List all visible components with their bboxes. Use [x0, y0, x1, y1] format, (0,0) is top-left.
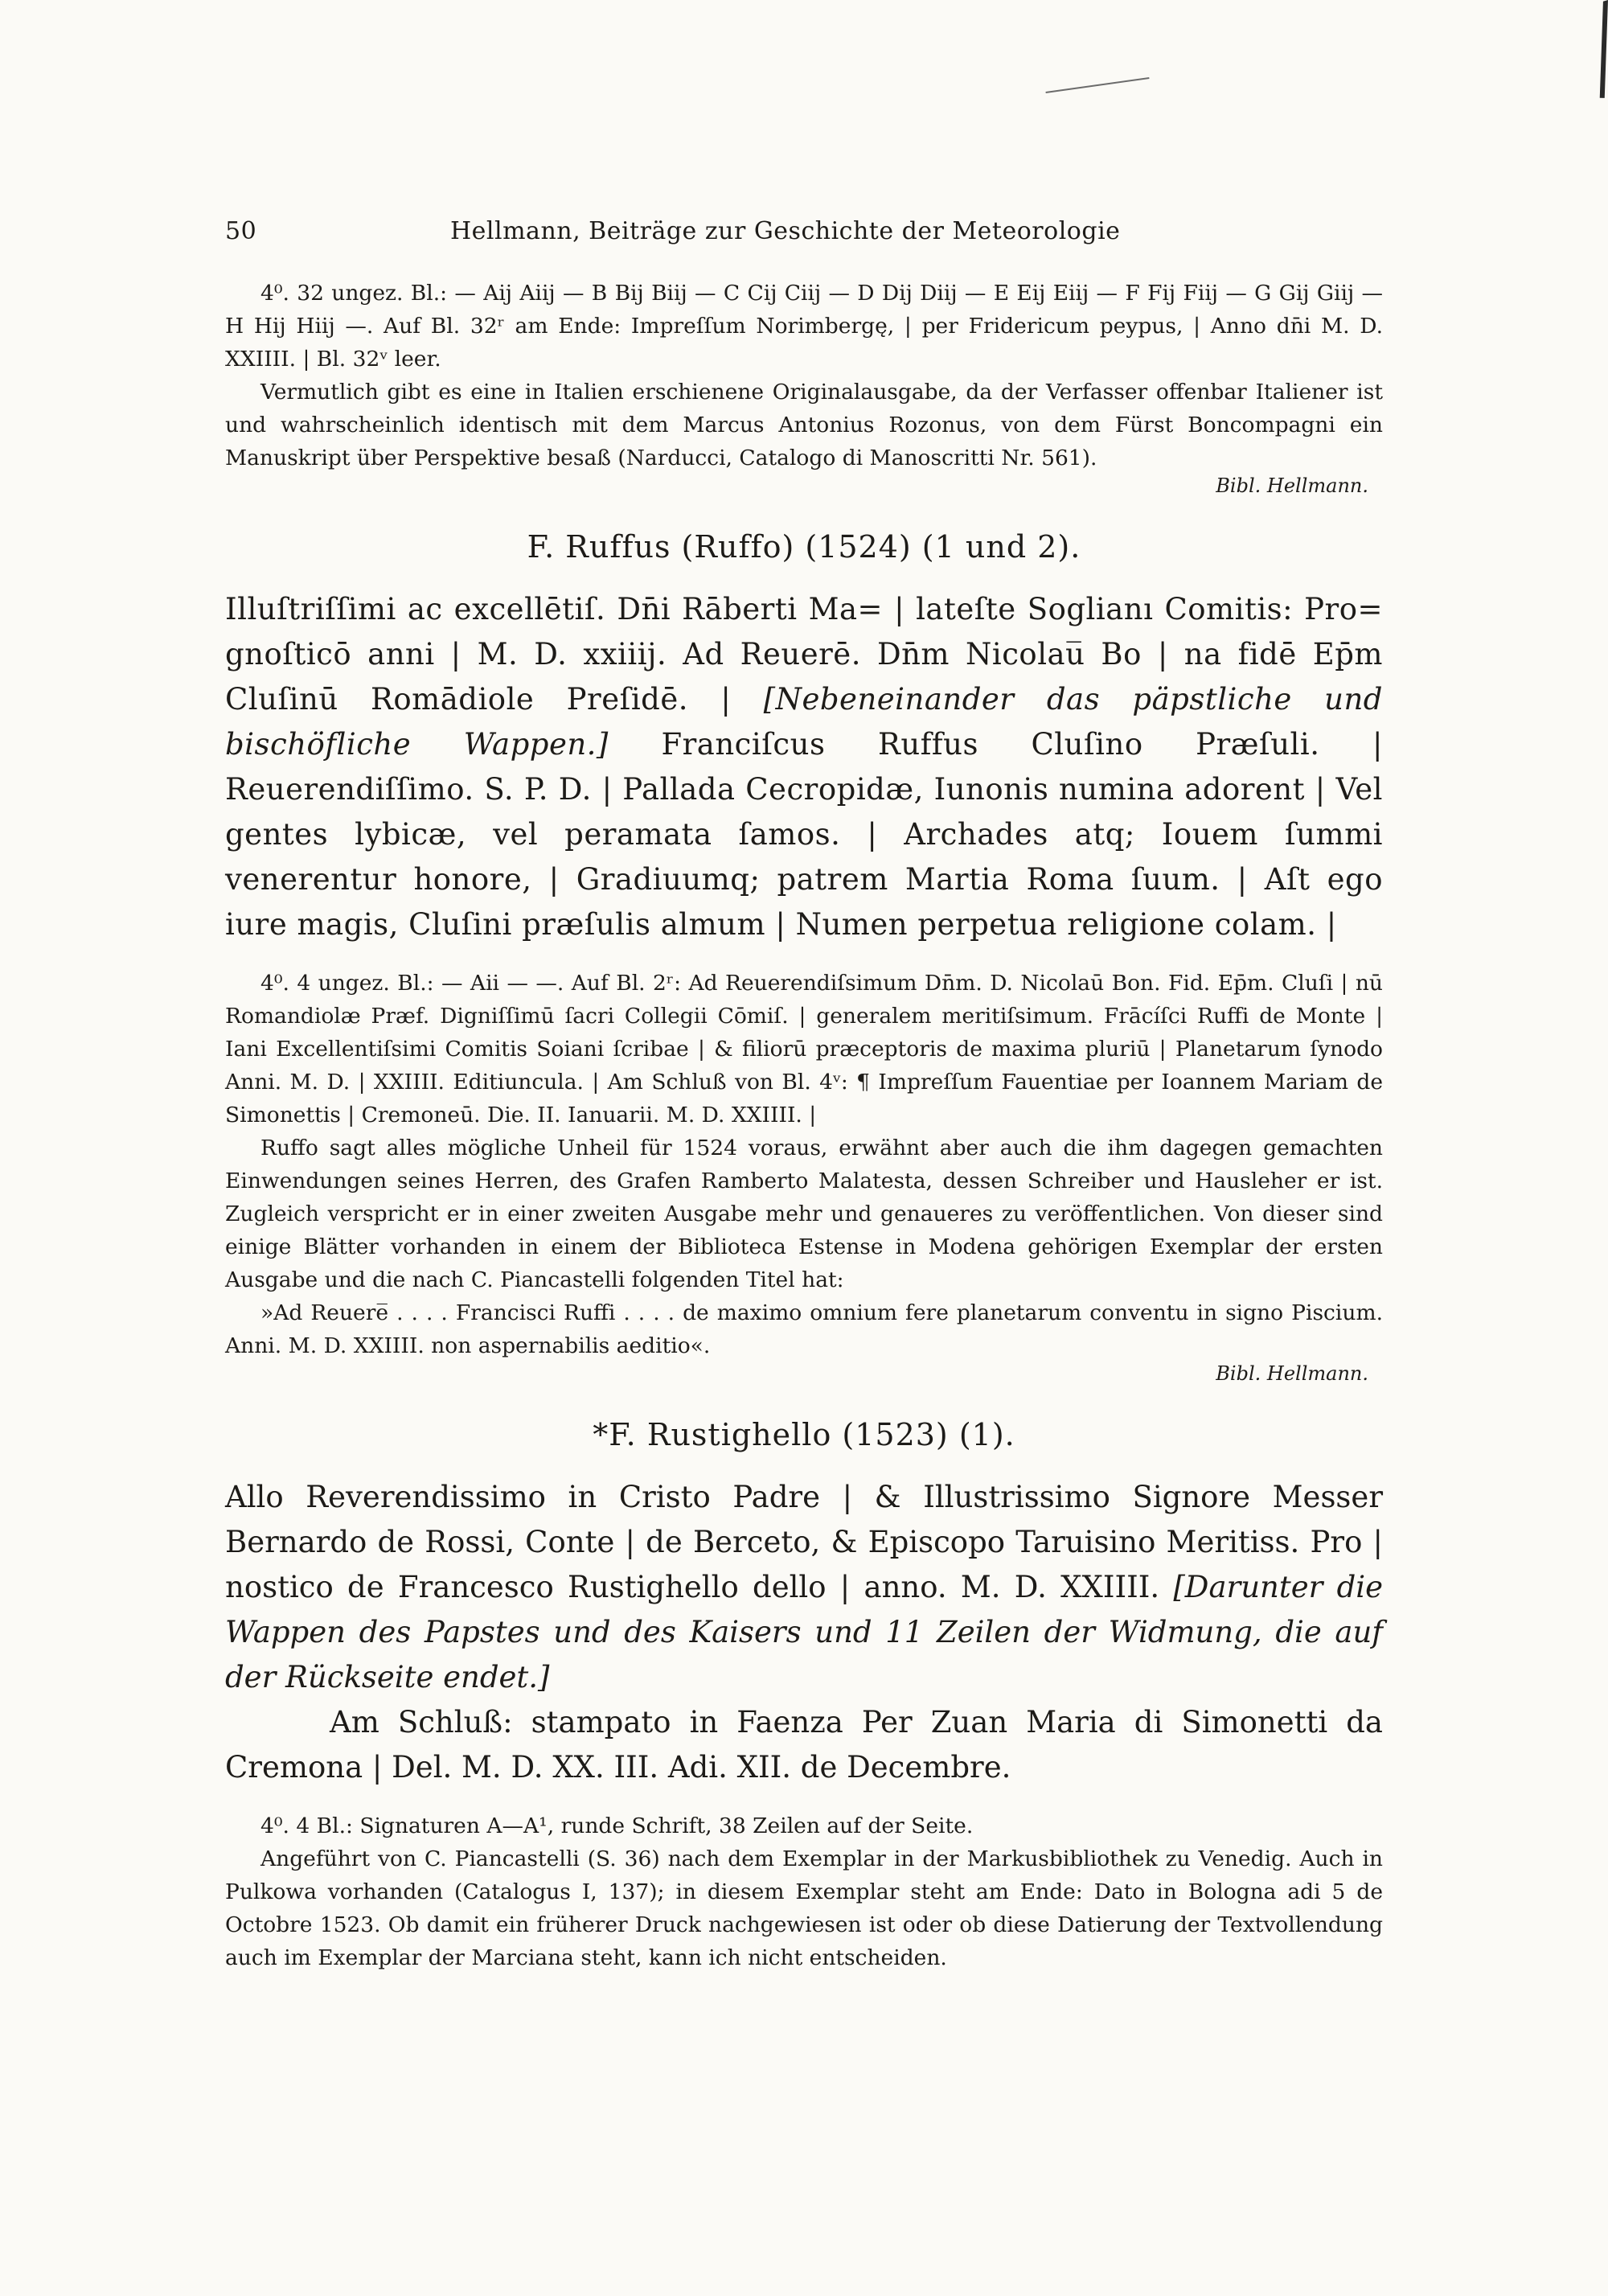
title-main: Allo Reverendissimo in Cristo Padre | & Illustrissimo Signore Messer Bernardo de Rossi, Conte | de Berceto, & Episcopo Taruisino Meritiss. Pro | nostico de Francesco Rustighello dello | anno. M. D. XXIIII. — [225, 1480, 1383, 1604]
title-blackletter-text: Illuſtriſſimi ac excellētiſ. Dn̄i Rāberti Ma= | lateſte Soglianı Comitis: Pro= gnoſticō anni | M. D. xxiiij. Ad Reuerē. Dn̄m Nicolau̅ Bo | na fidē Ep̄m Cluſinū Romādiole Preſidē. | — [225, 592, 1383, 717]
title-editorial-note: [Darunter die Wappen des Papstes und des Kaisers und 11 Zeilen der Widmung, die auf der Rückseite endet.] — [225, 1570, 1383, 1694]
collation-text: 4⁰. 4 Bl.: Signaturen A—A¹, runde Schrift, 38 Zeilen auf der Seite. — [260, 1813, 974, 1838]
entry-rustighello — [225, 1417, 1383, 1974]
title-text — [225, 1475, 1383, 1700]
page-number: 50 — [225, 217, 257, 245]
colophon-text: Am Schluß: stampato in Faenza Per Zuan Maria di Simonetti da Cremona | Del. M. D. XX. III. Adi. XII. de Decembre. — [225, 1705, 1383, 1785]
entry-ruffus — [225, 529, 1383, 1385]
running-head — [225, 217, 1383, 265]
entry-top — [225, 277, 1383, 497]
running-title: Hellmann, Beiträge zur Geschichte der Meteorologie — [450, 217, 1121, 245]
commentary-text: Ruffo sagt alles mögliche Unheil für 1524 voraus, erwähnt aber auch die ihm dagegen gemachten Einwendungen seines Herren, des Grafen Ramberto Malatesta, dessen Schreiber und Hausleher er ist. Zugleich verspricht er in einer zweiten Ausgabe mehr und genaueres zu veröffentlichen. Von dieser sind einige Blätter vorhanden in einem der Biblioteca Estense in Modena gehörigen Exemplar der ersten Ausgabe und die nach C. Piancastelli folgenden Titel hat: — [225, 1136, 1383, 1292]
collation-text: 4⁰. 32 ungez. Bl.: — Aij Aiij — B Bij Biij — C Cij Ciij — D Dij Diij — E Eij Eiij — F Fij Fiij — G Gij Giij — H Hij Hiij —. Auf Bl. 32ʳ am Ende: Impreſſum Norimbergę, | per Fridericum peypus, | Anno dn̄i M. D. XXIIII. | Bl. 32ᵛ leer. — [225, 281, 1383, 372]
commentary-text: Angeführt von C. Piancastelli (S. 36) nach dem Exemplar in der Markusbibliothek zu Venedig. Auch in Pulkowa vorhanden (Catalogus I, 137); in diesem Exemplar steht am Ende: Dato in Bologna adi 5 de Octobre 1523. Ob damit ein früherer Druck nachgewiesen ist oder ob diese Datierung der Textvollendung auch im Exemplar der Marciana steht, kann ich nicht entscheiden. — [225, 1846, 1383, 1970]
quote-text: »Ad Reuere̅ . . . . Francisci Ruffi . . . . de maximo omnium fere planetarum conventu in signo Piscium. Anni. M. D. XXIIII. non aspernabilis aeditio«. — [225, 1300, 1383, 1358]
title-latin-text: Franciſcus Ruffus Cluſino Præſuli. | Reuerendiſſimo. S. P. D. | Pallada Cecropidæ, Iunonis numina adorent | Vel gentes lybicæ, vel peramata ſamos. | Archades atq; Iouem ſummi venerentur honore, | Gradiuumq; patrem Martia Roma ſuum. | Aſt ego iure magis, Cluſini præſulis almum | Numen perpetua religione colam. | — [225, 727, 1383, 942]
library-note: Bibl. Hellmann. — [1216, 474, 1368, 497]
scan-artifact-line — [1045, 77, 1149, 93]
commentary-text: Vermutlich gibt es eine in Italien erschienene Originalausgabe, da der Verfasser offenbar Italiener ist und wahrscheinlich identisch mit dem Marcus Antonius Rozonus, von dem Fürst Boncompagni ein Manuskript über Perspektive besaß (Narducci, Catalogo di Manoscritti Nr. 561). — [225, 380, 1383, 470]
collation-text: 4⁰. 4 ungez. Bl.: — Aii — —. Auf Bl. 2ʳ: Ad Reuerendiſsimum Dn̄m. D. Nicolaū Bon. Fid. Ep̄m. Cluſi | nū Romandiolæ Præf. Digniſſimū ſacri Collegii Cōmiſ. | generalem meritiſsimum. Frācíſci Ruffi de Monte | Iani Excellentiſsimi Comitis Soiani ſcribae | & filiorū præceptoris de maxima pluriū | Planetarum ſynodo Anni. M. D. | XXIIII. Editiuncula. | Am Schluß von Bl. 4ᵛ: ¶ Impreſſum Fauentiae per Ioannem Mariam de Simonettis | Cremoneū. Die. II. Ianuarii. M. D. XXIIII. | — [225, 971, 1383, 1127]
title-editorial-note: [Nebeneinander das päpstliche und bischöfliche Wappen.] — [225, 682, 1383, 762]
entry-heading: F. Ruffus (Ruffo) (1524) (1 und 2). — [527, 529, 1081, 565]
library-note: Bibl. Hellmann. — [1216, 1362, 1368, 1385]
scan-edge-mark — [1463, 0, 1608, 98]
entry-heading: *F. Rustighello (1523) (1). — [593, 1417, 1015, 1452]
title-blackletter — [225, 587, 1383, 947]
page-body — [225, 217, 1383, 1974]
